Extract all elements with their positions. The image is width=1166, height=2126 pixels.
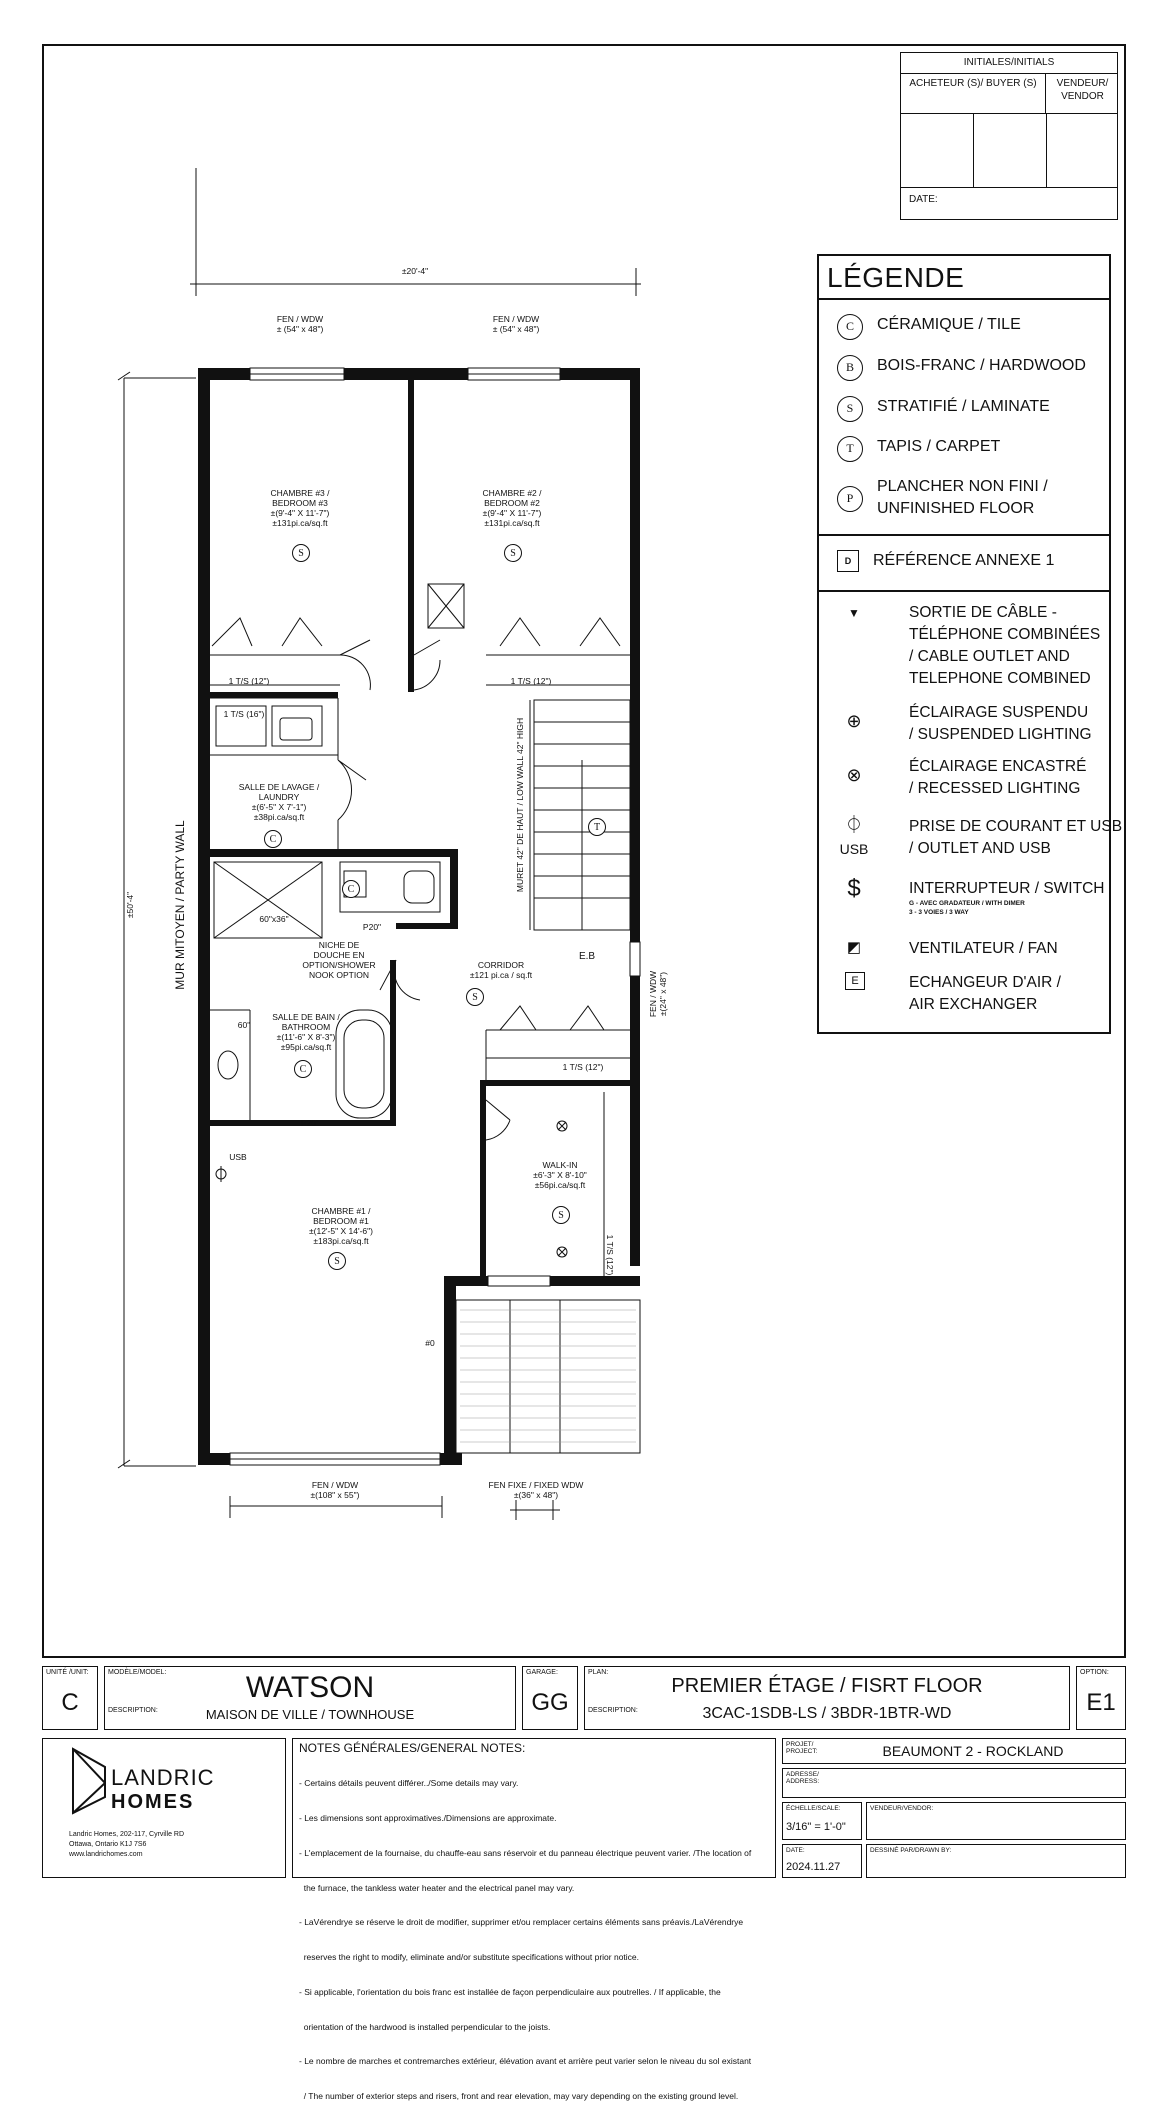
note-line: the furnace, the tankless water heater and the electrical panel may vary. xyxy=(299,1882,575,1893)
note-line: orientation of the hardwood is installed perpendicular to the joists. xyxy=(299,2021,551,2032)
garage-value: GG xyxy=(531,1689,569,1716)
garage-cell: GARAGE: GG xyxy=(522,1666,578,1730)
note-line: - L'emplacement de la fournaise, du chauffe-eau sans réservoir et du panneau électrique peuvent varier. /The location of xyxy=(299,1847,752,1858)
corridor-label: CORRIDOR ±121 pi.ca / sq.ft xyxy=(469,960,533,980)
initials-signature-row xyxy=(901,113,1117,188)
unit-value: C xyxy=(61,1689,79,1716)
laminate-symbol-icon: S xyxy=(837,396,863,422)
legend-item-switch: $ INTERRUPTEUR / SWITCH G - AVEC GRADATEUR / WITH DIMER 3 - 3 VOIES / 3 WAY xyxy=(837,878,1097,930)
legend-item-laminate: S STRATIFIÉ / LAMINATE xyxy=(837,396,1050,422)
legend-item-recessed: ⊗ ÉCLAIRAGE ENCASTRÉ / RECESSED LIGHTING xyxy=(837,756,1097,800)
note-line: - Si applicable, l'orientation du bois franc est installée de façon perpendiculaire aux poutrelles. / If applicable, the xyxy=(299,1986,721,1997)
annex-symbol-icon: D xyxy=(837,550,859,572)
legend-item-outlet: ⏀ USB PRISE DE COURANT ET USB / OUTLET AND USB xyxy=(837,816,1097,862)
bedroom2-floor-symbol: S xyxy=(504,544,522,562)
shower-size-label: 60"x36" xyxy=(259,914,289,924)
legend-item-annex: D RÉFÉRENCE ANNEXE 1 xyxy=(837,550,1054,572)
notes-list xyxy=(299,1755,773,2126)
landric-logo-icon xyxy=(69,1747,109,1817)
laundry-floor-symbol: C xyxy=(264,830,282,848)
company-name-line2: HOMES xyxy=(111,1791,195,1813)
notes-title: NOTES GÉNÉRALES/GENERAL NOTES: xyxy=(299,1741,526,1755)
note-line: - Les dimensions sont approximatives./Dimensions are approximate. xyxy=(299,1812,557,1823)
low-wall-label: MURET 42" DE HAUT / LOW WALL 42" HIGH xyxy=(515,717,525,893)
shelf-laundry: 1 T/S (16") xyxy=(223,709,265,719)
usb-outlet-label: USB xyxy=(229,1152,247,1162)
shelf-corridor: 1 T/S (12") xyxy=(562,1062,604,1072)
legend-item-suspended: ⊕ ÉCLAIRAGE SUSPENDU / SUSPENDED LIGHTING xyxy=(837,702,1097,746)
window-side-label: FEN / WDW ±(24" x 48") xyxy=(648,970,668,1018)
company-website: www.landrichomes.com xyxy=(69,1851,143,1858)
switch-icon: $ xyxy=(847,875,861,902)
carpet-symbol-icon: T xyxy=(837,436,863,462)
note-line: - LaVérendrye se réserve le droit de modifier, supprimer et/ou remplacer certains éléments sans préavis./LaVérendrye xyxy=(299,1917,744,1928)
bedroom3-label: CHAMBRE #3 / BEDROOM #3 ±(9'-4" X 11'-7") ±131pi.ca/sq.ft xyxy=(270,488,330,528)
legend-item-fan: ◩ VENTILATEUR / FAN xyxy=(837,938,1097,962)
legend-item-carpet: T TAPIS / CARPET xyxy=(837,436,1000,462)
overall-depth-label: ±50'-4" xyxy=(125,891,135,919)
shower-niche-label: NICHE DE DOUCHE EN OPTION/SHOWER NOOK OPTION xyxy=(302,940,376,980)
floor-plan xyxy=(0,0,800,1540)
note-line: / The number of exterior steps and risers, front and rear elevation, may vary depending on the existing ground level. xyxy=(299,2091,739,2102)
note-line: reserves the right to modify, eliminate and/or substitute specifications without prior notice. xyxy=(299,1952,640,1963)
note-line: - Le nombre de marches et contremarches extérieur, élévation avant et arrière peut varier selon le niveau du sol existant xyxy=(299,2056,752,2067)
door-p20-label: P20" xyxy=(362,922,382,932)
vendor-label: VENDEUR/ VENDOR xyxy=(1056,78,1109,102)
outlet-icon: ⏀ xyxy=(845,815,863,835)
legend-item-air-exchanger: E ECHANGEUR D'AIR / AIR EXCHANGER xyxy=(837,972,1097,1018)
fan-icon: ◩ xyxy=(846,939,862,956)
company-address-1: Landric Homes, 202-117, Cyrville RD xyxy=(69,1831,185,1838)
bedroom1-floor-symbol: S xyxy=(328,1252,346,1270)
corridor-floor-symbol: S xyxy=(466,988,484,1006)
air-exchanger-icon: E xyxy=(845,972,865,990)
shelf-bedroom3: 1 T/S (12") xyxy=(228,676,270,686)
vanity-size-label: 60" xyxy=(237,1020,251,1030)
initials-date-label: DATE: xyxy=(901,187,1117,221)
walkin-label: WALK-IN ±6'-3" X 8'-10" ±56pi.ca/sq.ft xyxy=(533,1160,587,1190)
legend-item-unfinished: P PLANCHER NON FINI / UNFINISHED FLOOR xyxy=(837,476,1087,520)
washroom-floor-symbol: C xyxy=(342,880,360,898)
company-name-line1: LANDRIC xyxy=(111,1765,215,1790)
vendor-cell: VENDEUR/VENDOR: xyxy=(866,1802,1126,1840)
date-cell: DATE: 2024.11.27 xyxy=(782,1844,862,1878)
initials-box xyxy=(900,52,1118,220)
option-cell: OPTION: E1 xyxy=(1076,1666,1126,1730)
unit-cell: UNITÉ /UNIT: C xyxy=(42,1666,98,1730)
shelf-bedroom2: 1 T/S (12") xyxy=(510,676,552,686)
notes-cell xyxy=(292,1738,776,2102)
option-value: E1 xyxy=(1086,1689,1116,1716)
address-cell: ADRESSE/ ADDRESS: xyxy=(782,1768,1126,1798)
suspended-light-icon: ⊕ xyxy=(846,711,862,731)
walkin-floor-symbol: S xyxy=(552,1206,570,1224)
window-top-left-label: FEN / WDW ± (54" x 48") xyxy=(276,314,324,334)
window-bottom-label: FEN / WDW ±(108" x 55") xyxy=(310,1480,360,1500)
unfinished-symbol-icon: P xyxy=(837,486,863,512)
company-address-2: Ottawa, Ontario K1J 7S6 xyxy=(69,1841,147,1848)
bathroom-label: SALLE DE BAIN / BATHROOM ±(11'-6" X 8'-3") ±95pi.ca/sq.ft xyxy=(272,1012,340,1052)
project-cell: PROJET/ PROJECT: BEAUMONT 2 - ROCKLAND xyxy=(782,1738,1126,1764)
note-line: - Certains détails peuvent différer../Some details may vary. xyxy=(299,1778,519,1789)
buyer-label: ACHETEUR (S)/ BUYER (S) xyxy=(901,73,1046,113)
bathroom-floor-symbol: C xyxy=(294,1060,312,1078)
project-value: BEAUMONT 2 - ROCKLAND xyxy=(882,1743,1064,1759)
model-value: WATSON xyxy=(245,1671,375,1704)
plan-description: 3CAC-1SDB-LS / 3BDR-1BTR-WD xyxy=(702,1705,952,1722)
model-description: MAISON DE VILLE / TOWNHOUSE xyxy=(205,1707,415,1722)
scale-cell: ÉCHELLE/SCALE: 3/16" = 1'-0" xyxy=(782,1802,862,1840)
window-top-right-label: FEN / WDW ± (54" x 48") xyxy=(492,314,540,334)
bedroom2-label: CHAMBRE #2 / BEDROOM #2 ±(9'-4" X 11'-7") ±131pi.ca/sq.ft xyxy=(482,488,542,528)
laundry-label: SALLE DE LAVAGE / LAUNDRY ±(6'-5" X 7'-1") ±38pi.ca/sq.ft xyxy=(238,782,320,822)
shelf-walkin: 1 T/S (12") xyxy=(605,1234,615,1276)
legend-item-cable: ▼ SORTIE DE CÂBLE - TÉLÉPHONE COMBINÉES / CABLE OUTLET AND TELEPHONE COMBINED xyxy=(837,602,1097,692)
ceramic-symbol-icon: C xyxy=(837,314,863,340)
legend-item-hardwood: B BOIS-FRANC / HARDWOOD xyxy=(837,355,1086,381)
drawn-by-cell: DESSINÉ PAR/DRAWN BY: xyxy=(866,1844,1126,1878)
plan-value: PREMIER ÉTAGE / FISRT FLOOR xyxy=(671,1675,983,1697)
legend-item-ceramic: C CÉRAMIQUE / TILE xyxy=(837,314,1021,340)
door-p20-bath-label: P20" xyxy=(300,1118,320,1128)
bedroom1-label: CHAMBRE #1 / BEDROOM #1 ±(12'-5" X 14'-6") ±183pi.ca/sq.ft xyxy=(308,1206,374,1246)
overall-width-label: ±20'-4" xyxy=(401,266,429,276)
stairs-floor-symbol: T xyxy=(588,818,606,836)
initials-title: INITIALES/INITIALS xyxy=(901,53,1117,74)
party-wall-label: MUR MITOYEN / PARTY WALL xyxy=(173,820,187,990)
company-cell xyxy=(42,1738,286,1878)
scale-value: 3/16" = 1'-0" xyxy=(786,1821,846,1833)
location-number-label: #0 xyxy=(425,1338,435,1348)
date-value: 2024.11.27 xyxy=(786,1861,841,1873)
fixed-window-label: FEN FIXE / FIXED WDW ±(36" x 48") xyxy=(488,1480,584,1500)
cable-outlet-icon: ▼ xyxy=(848,606,860,620)
usb-label: USB xyxy=(839,841,869,857)
legend xyxy=(817,254,1123,1034)
bedroom3-floor-symbol: S xyxy=(292,544,310,562)
hardwood-symbol-icon: B xyxy=(837,355,863,381)
model-cell: MODÈLE/MODEL: WATSON DESCRIPTION: MAISON DE VILLE / TOWNHOUSE xyxy=(104,1666,516,1730)
electrical-board-label: E.B xyxy=(578,951,596,962)
plan-cell: PLAN: PREMIER ÉTAGE / FISRT FLOOR DESCRIPTION: 3CAC-1SDB-LS / 3BDR-1BTR-WD xyxy=(584,1666,1070,1730)
legend-title: LÉGENDE xyxy=(827,262,965,293)
recessed-light-icon: ⊗ xyxy=(846,765,862,785)
